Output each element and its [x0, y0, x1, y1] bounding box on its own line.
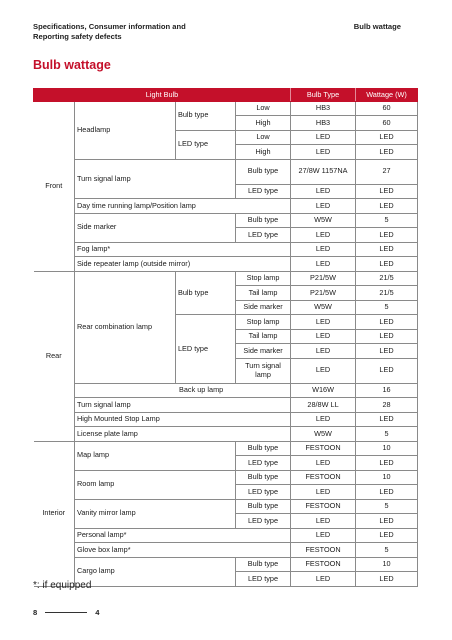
- cell-led-type: LED type: [236, 485, 291, 500]
- table-row: [34, 101, 418, 116]
- row-side-repeater: Side repeater lamp (outside mirror): [75, 257, 291, 272]
- cell-bulb-type: Bulb type: [176, 101, 236, 130]
- cell-10: 10: [356, 441, 418, 456]
- row-turn-signal-rear: Turn signal lamp: [75, 398, 291, 413]
- cell-w5w: W5W: [291, 300, 356, 315]
- cell-21-5: 21/5: [356, 271, 418, 286]
- row-map-lamp: Map lamp: [75, 441, 236, 470]
- header-light-bulb: Light Bulb: [34, 89, 291, 102]
- row-headlamp: Headlamp: [75, 101, 176, 159]
- table-row: [34, 427, 418, 442]
- cell-21-5: 21/5: [356, 286, 418, 301]
- cell-led: LED: [291, 485, 356, 500]
- row-fog-lamp: Fog lamp*: [75, 242, 291, 257]
- cell-low: Low: [236, 101, 291, 116]
- cell-led: LED: [291, 315, 356, 330]
- row-glove-box: Glove box lamp*: [75, 543, 291, 558]
- cell-led: LED: [291, 329, 356, 344]
- cell-28: 28: [356, 398, 418, 413]
- cell-led: LED: [356, 358, 418, 383]
- cell-led: LED: [291, 257, 356, 272]
- cell-w16w: W16W: [291, 383, 356, 398]
- cell-led: LED: [356, 242, 418, 257]
- row-personal-lamp: Personal lamp*: [75, 528, 291, 543]
- cell-led: LED: [356, 485, 418, 500]
- cell-5: 5: [356, 213, 418, 228]
- cell-led: LED: [291, 572, 356, 587]
- cell-led: LED: [291, 528, 356, 543]
- table-row: [34, 383, 418, 398]
- cell-side-marker: Side marker: [236, 344, 291, 359]
- group-front: Front: [34, 101, 75, 271]
- cell-led: LED: [291, 199, 356, 214]
- cell-led: LED: [291, 358, 356, 383]
- table-row: [34, 412, 418, 427]
- group-interior: Interior: [34, 441, 75, 586]
- cell-low: Low: [236, 130, 291, 145]
- row-side-marker: Side marker: [75, 213, 236, 242]
- group-rear: Rear: [34, 271, 75, 441]
- page-footer: [33, 608, 99, 617]
- cell-bulb-type: Bulb type: [176, 271, 236, 315]
- cell-led: LED: [356, 184, 418, 199]
- page-number-section: 8: [33, 608, 38, 617]
- row-cargo-lamp: Cargo lamp: [75, 557, 236, 586]
- cell-60: 60: [356, 116, 418, 131]
- cell-led: LED: [356, 329, 418, 344]
- cell-p21-5w: P21/5W: [291, 286, 356, 301]
- cell-16: 16: [356, 383, 418, 398]
- table-row: [34, 543, 418, 558]
- row-hmsl: High Mounted Stop Lamp: [75, 412, 291, 427]
- row-back-up-lamp: Back up lamp: [75, 383, 291, 398]
- cell-stop-lamp: Stop lamp: [236, 271, 291, 286]
- cell-hb3: HB3: [291, 101, 356, 116]
- cell-festoon: FESTOON: [291, 470, 356, 485]
- running-header-section: [33, 22, 186, 42]
- cell-led: LED: [356, 315, 418, 330]
- table-row: [34, 271, 418, 286]
- page-number: 4: [95, 608, 100, 617]
- page-title: Bulb wattage: [33, 58, 111, 72]
- running-header-line2: Reporting safety defects: [33, 32, 122, 41]
- cell-led: LED: [356, 412, 418, 427]
- cell-bulb-type: Bulb type: [236, 499, 291, 514]
- table-row: [34, 528, 418, 543]
- cell-led: LED: [356, 528, 418, 543]
- cell-led: LED: [291, 514, 356, 529]
- cell-tail-lamp: Tail lamp: [236, 286, 291, 301]
- table-row: [34, 159, 418, 184]
- table-row: [34, 499, 418, 514]
- cell-festoon: FESTOON: [291, 557, 356, 572]
- cell-bulb-type: Bulb type: [236, 441, 291, 456]
- footer-divider: [45, 612, 87, 613]
- cell-led: LED: [356, 145, 418, 160]
- cell-bulb-type: Bulb type: [236, 470, 291, 485]
- cell-led: LED: [291, 184, 356, 199]
- cell-led: LED: [356, 257, 418, 272]
- cell-tail-lamp: Tail lamp: [236, 329, 291, 344]
- cell-w5w: W5W: [291, 213, 356, 228]
- cell-10: 10: [356, 470, 418, 485]
- cell-led: LED: [291, 130, 356, 145]
- row-license-plate: License plate lamp: [75, 427, 291, 442]
- table-row: [34, 199, 418, 214]
- cell-led-type: LED type: [176, 315, 236, 384]
- row-drl: Day time running lamp/Position lamp: [75, 199, 291, 214]
- running-header-line1: Specifications, Consumer information and: [33, 22, 186, 31]
- table-row: [34, 441, 418, 456]
- table-row: [34, 242, 418, 257]
- cell-5: 5: [356, 300, 418, 315]
- cell-led: LED: [356, 572, 418, 587]
- cell-led: LED: [356, 228, 418, 243]
- cell-led: LED: [356, 199, 418, 214]
- footnote-if-equipped: *: if equipped: [33, 580, 92, 591]
- cell-led: LED: [291, 228, 356, 243]
- cell-5: 5: [356, 499, 418, 514]
- cell-led-type: LED type: [236, 572, 291, 587]
- running-header-topic: Bulb wattage: [353, 22, 401, 31]
- cell-festoon: FESTOON: [291, 441, 356, 456]
- row-vanity-mirror: Vanity mirror lamp: [75, 499, 236, 528]
- table-row: [34, 470, 418, 485]
- cell-led: LED: [356, 344, 418, 359]
- cell-festoon: FESTOON: [291, 543, 356, 558]
- cell-28-8w: 28/8W LL: [291, 398, 356, 413]
- cell-bulb-type: Bulb type: [236, 213, 291, 228]
- cell-side-marker: Side marker: [236, 300, 291, 315]
- cell-60: 60: [356, 101, 418, 116]
- cell-10: 10: [356, 557, 418, 572]
- cell-27: 27: [356, 159, 418, 184]
- cell-led: LED: [356, 514, 418, 529]
- table-header-row: [34, 89, 418, 102]
- cell-led: LED: [291, 344, 356, 359]
- cell-p21-5w: P21/5W: [291, 271, 356, 286]
- bulb-wattage-table: [33, 88, 418, 587]
- cell-led: LED: [291, 412, 356, 427]
- table-row: [34, 398, 418, 413]
- cell-led-type: LED type: [236, 228, 291, 243]
- row-room-lamp: Room lamp: [75, 470, 236, 499]
- cell-led: LED: [291, 456, 356, 471]
- cell-led: LED: [356, 130, 418, 145]
- row-turn-signal-front: Turn signal lamp: [75, 159, 236, 199]
- cell-led-type: LED type: [236, 456, 291, 471]
- row-rear-combination: Rear combination lamp: [75, 271, 176, 383]
- cell-hb3: HB3: [291, 116, 356, 131]
- cell-bulb-type: Bulb type: [236, 557, 291, 572]
- cell-bulb-type: Bulb type: [236, 159, 291, 184]
- cell-27-8w: 27/8W 1157NA: [291, 159, 356, 184]
- cell-festoon: FESTOON: [291, 499, 356, 514]
- cell-high: High: [236, 145, 291, 160]
- header-bulb-type: Bulb Type: [291, 89, 356, 102]
- cell-led-type: LED type: [236, 514, 291, 529]
- cell-led: LED: [291, 145, 356, 160]
- table-row: [34, 257, 418, 272]
- cell-high: High: [236, 116, 291, 131]
- cell-turn-signal-lamp: Turn signal lamp: [236, 358, 291, 383]
- cell-led: LED: [291, 242, 356, 257]
- cell-led-type: LED type: [176, 130, 236, 159]
- cell-led-type: LED type: [236, 184, 291, 199]
- cell-led: LED: [356, 456, 418, 471]
- table-row: [34, 557, 418, 572]
- header-wattage: Wattage (W): [356, 89, 418, 102]
- table-row: [34, 213, 418, 228]
- cell-5: 5: [356, 543, 418, 558]
- cell-w5w: W5W: [291, 427, 356, 442]
- cell-stop-lamp: Stop lamp: [236, 315, 291, 330]
- cell-5: 5: [356, 427, 418, 442]
